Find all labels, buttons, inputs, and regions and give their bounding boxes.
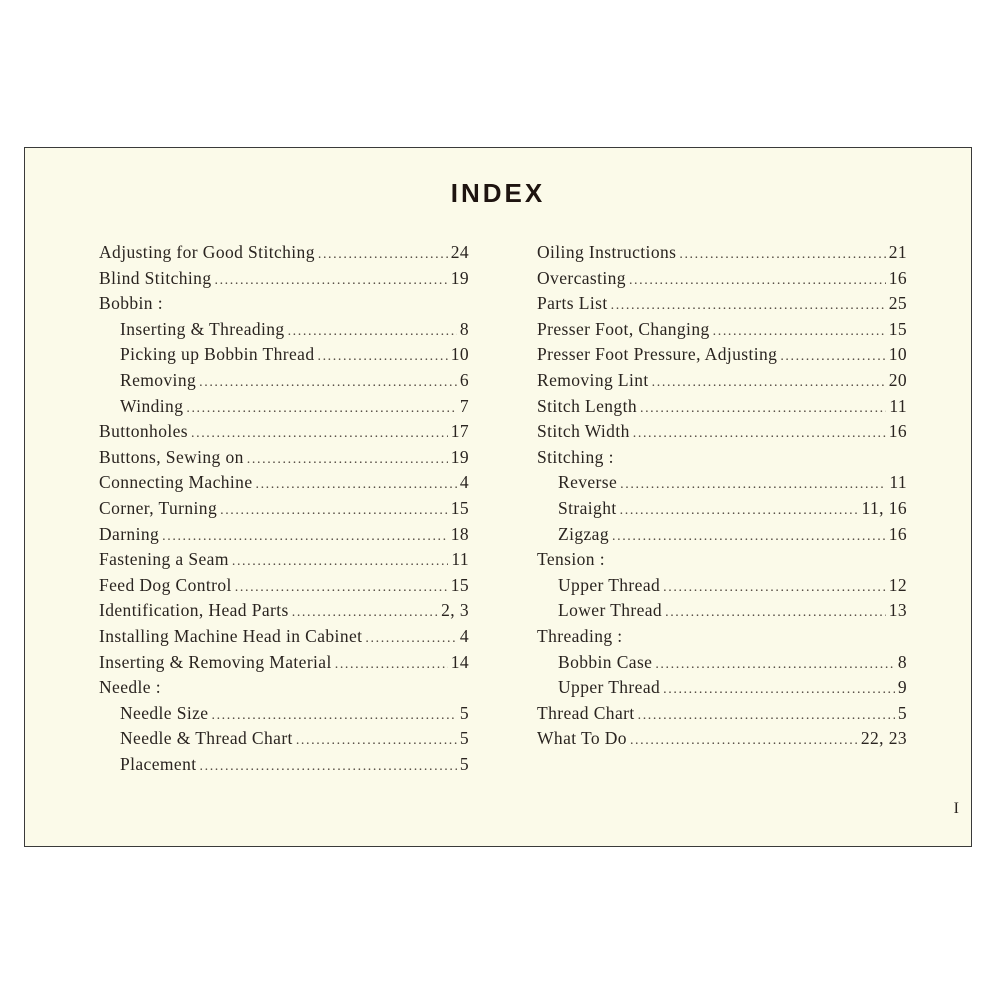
entry-label: Placement <box>120 753 197 774</box>
dot-leader <box>611 298 886 314</box>
dot-leader <box>652 375 886 391</box>
entry-page-number: 5 <box>459 728 469 749</box>
dot-leader <box>255 477 456 493</box>
dot-leader <box>780 349 885 365</box>
dot-leader <box>629 273 886 289</box>
dot-leader <box>211 708 456 724</box>
index-entry <box>537 472 907 498</box>
entry-page-number: 13 <box>888 600 907 621</box>
index-entry <box>99 626 469 652</box>
index-entry <box>99 472 469 498</box>
index-entry <box>537 421 907 447</box>
entry-page-number: 5 <box>459 753 469 774</box>
entry-page-number: 2, 3 <box>441 600 469 621</box>
entry-label: Buttonholes <box>99 421 188 442</box>
page-number: I <box>953 800 959 817</box>
dot-leader <box>679 247 885 263</box>
dot-leader <box>186 401 457 417</box>
entry-label: Bobbin : <box>99 293 163 314</box>
entry-page-number: 25 <box>888 293 907 314</box>
entry-label: Needle : <box>99 677 161 698</box>
dot-leader <box>191 426 448 442</box>
index-entry <box>537 652 907 678</box>
index-column-right <box>537 242 907 754</box>
entry-page-number: 19 <box>450 267 469 288</box>
entry-label: Inserting & Threading <box>120 318 285 339</box>
entry-page-number: 20 <box>888 369 907 390</box>
entry-label: Corner, Turning <box>99 497 218 518</box>
dot-leader <box>335 657 448 673</box>
entry-label: Stitch Width <box>537 421 630 442</box>
entry-page-number: 15 <box>450 574 469 595</box>
index-entry <box>537 319 907 345</box>
index-entry <box>537 600 907 626</box>
entry-label: Inserting & Removing Material <box>99 651 332 672</box>
dot-leader <box>665 605 886 621</box>
entry-page-number: 22, 23 <box>860 728 907 749</box>
entry-label: Needle & Thread Chart <box>120 728 293 749</box>
index-entry <box>537 344 907 370</box>
entry-page-number: 16 <box>888 421 907 442</box>
entry-page-number: 4 <box>459 472 469 493</box>
entry-page-number: 24 <box>450 242 469 262</box>
entry-label: Needle Size <box>120 702 209 723</box>
dot-leader <box>713 324 886 340</box>
dot-leader <box>235 580 448 596</box>
index-column-left <box>99 242 469 779</box>
dot-leader <box>317 349 447 365</box>
index-entry <box>537 293 907 319</box>
entry-page-number: 5 <box>897 702 907 723</box>
entry-label: Reverse <box>558 472 618 493</box>
entry-page-number: 8 <box>897 651 907 672</box>
entry-page-number: 19 <box>450 446 469 467</box>
dot-leader <box>214 273 447 289</box>
entry-page-number: 15 <box>450 497 469 518</box>
entry-label: Darning <box>99 523 160 544</box>
page-title: INDEX <box>450 178 546 208</box>
index-entry <box>99 549 469 575</box>
entry-label: Installing Machine Head in Cabinet <box>99 625 363 646</box>
entry-page-number: 9 <box>897 677 907 698</box>
dot-leader <box>318 247 448 263</box>
entry-page-number: 8 <box>459 318 469 339</box>
entry-label: What To Do <box>537 728 627 749</box>
dot-leader <box>655 657 895 673</box>
index-entry <box>99 242 469 268</box>
dot-leader <box>292 605 438 621</box>
dot-leader <box>162 529 448 545</box>
dot-leader <box>288 324 457 340</box>
entry-label: Upper Thread <box>558 574 661 595</box>
entry-page-number: 21 <box>888 242 907 262</box>
index-entry <box>99 575 469 601</box>
dot-leader <box>620 503 859 519</box>
entry-label: Bobbin Case <box>558 651 653 672</box>
entry-label: Oiling Instructions <box>537 242 677 262</box>
dot-leader <box>663 682 895 698</box>
entry-label: Tension : <box>537 549 605 570</box>
index-heading <box>99 677 469 703</box>
dot-leader <box>200 759 457 775</box>
entry-page-number: 15 <box>888 318 907 339</box>
index-entry <box>99 754 469 780</box>
entry-label: Fastening a Seam <box>99 549 229 570</box>
entry-label: Overcasting <box>537 267 626 288</box>
entry-label: Picking up Bobbin Thread <box>120 344 315 365</box>
index-entry <box>99 447 469 473</box>
entry-page-number: 14 <box>450 651 469 672</box>
index-entry <box>99 600 469 626</box>
index-entry <box>99 319 469 345</box>
index-entry <box>537 396 907 422</box>
index-entry <box>99 728 469 754</box>
entry-label: Thread Chart <box>537 702 635 723</box>
entry-page-number: 6 <box>459 369 469 390</box>
entry-label: Winding <box>120 395 184 416</box>
dot-leader <box>232 554 448 570</box>
index-entry <box>99 703 469 729</box>
dot-leader <box>640 401 886 417</box>
entry-label: Straight <box>558 497 617 518</box>
entry-label: Stitch Length <box>537 395 637 416</box>
entry-label: Buttons, Sewing on <box>99 446 244 467</box>
index-entry <box>99 421 469 447</box>
entry-label: Identification, Head Parts <box>99 600 289 621</box>
dot-leader <box>365 631 456 647</box>
entry-page-number: 16 <box>888 267 907 288</box>
entry-page-number: 10 <box>888 344 907 365</box>
index-entry <box>537 524 907 550</box>
entry-label: Presser Foot, Changing <box>537 318 710 339</box>
entry-page-number: 11 <box>451 549 469 570</box>
index-heading <box>537 447 907 473</box>
index-entry <box>537 498 907 524</box>
dot-leader <box>199 375 457 391</box>
entry-page-number: 11 <box>889 472 907 493</box>
index-entry <box>537 677 907 703</box>
dot-leader <box>663 580 886 596</box>
entry-label: Removing <box>120 369 197 390</box>
index-entry <box>537 242 907 268</box>
index-entry <box>99 268 469 294</box>
index-entry <box>99 524 469 550</box>
dot-leader <box>247 452 448 468</box>
entry-label: Connecting Machine <box>99 472 253 493</box>
entry-page-number: 18 <box>450 523 469 544</box>
index-entry <box>99 370 469 396</box>
entry-page-number: 12 <box>888 574 907 595</box>
entry-page-number: 17 <box>450 421 469 442</box>
entry-label: Parts List <box>537 293 608 314</box>
entry-label: Removing Lint <box>537 369 649 390</box>
dot-leader <box>220 503 448 519</box>
index-heading <box>537 626 907 652</box>
entry-page-number: 4 <box>459 625 469 646</box>
entry-label: Adjusting for Good Stitching <box>99 242 315 262</box>
index-entry <box>537 703 907 729</box>
index-entry <box>99 396 469 422</box>
entry-page-number: 11, 16 <box>861 497 907 518</box>
dot-leader <box>633 426 886 442</box>
index-entry <box>537 268 907 294</box>
index-entry <box>537 728 907 754</box>
entry-label: Zigzag <box>558 523 609 544</box>
dot-leader <box>638 708 895 724</box>
entry-page-number: 5 <box>459 702 469 723</box>
entry-label: Threading : <box>537 625 623 646</box>
entry-label: Stitching : <box>537 446 614 467</box>
index-entry <box>99 652 469 678</box>
entry-label: Upper Thread <box>558 677 661 698</box>
entry-label: Presser Foot Pressure, Adjusting <box>537 344 778 365</box>
dot-leader <box>612 529 886 545</box>
index-entry <box>537 575 907 601</box>
entry-page-number: 11 <box>889 395 907 416</box>
entry-label: Lower Thread <box>558 600 663 621</box>
entry-label: Blind Stitching <box>99 267 212 288</box>
index-entry <box>537 370 907 396</box>
entry-page-number: 7 <box>459 395 469 416</box>
dot-leader <box>296 733 457 749</box>
index-page <box>24 147 972 847</box>
entry-page-number: 16 <box>888 523 907 544</box>
index-heading <box>99 293 469 319</box>
index-heading <box>537 549 907 575</box>
index-entry <box>99 344 469 370</box>
entry-page-number: 10 <box>450 344 469 365</box>
index-entry <box>99 498 469 524</box>
dot-leader <box>620 477 886 493</box>
entry-label: Feed Dog Control <box>99 574 232 595</box>
dot-leader <box>630 733 858 749</box>
